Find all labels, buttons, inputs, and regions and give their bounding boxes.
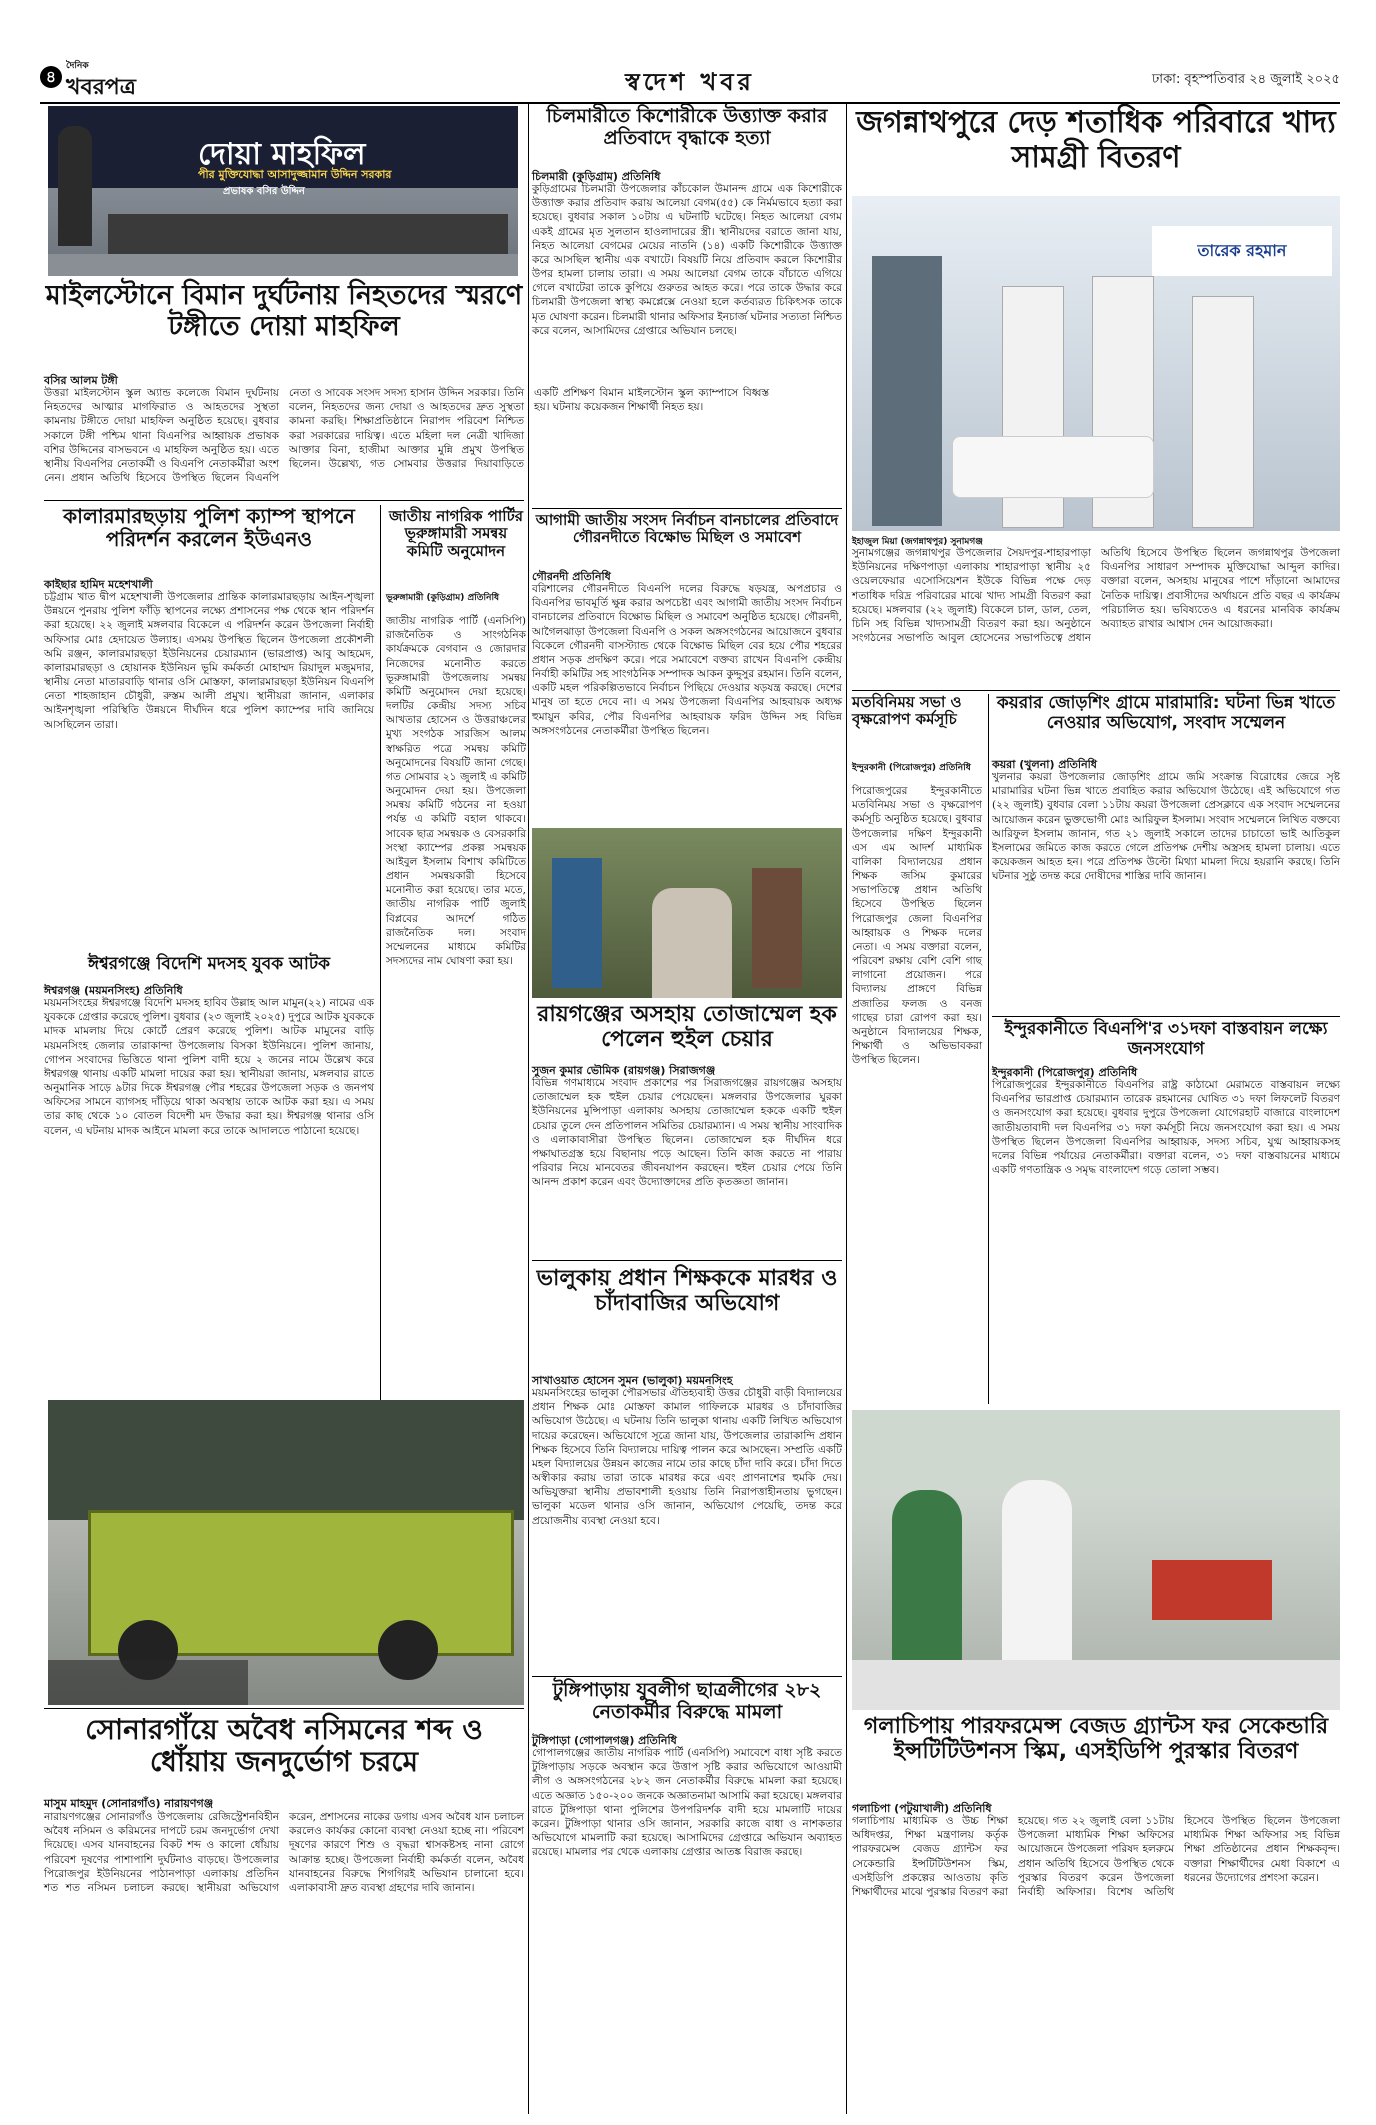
story1-byline: বসির আলম টঙ্গী (44, 374, 118, 387)
divider (528, 104, 529, 2114)
divider (44, 1708, 524, 1709)
story1-banner: দোয়া মাহফিল (198, 137, 366, 172)
story1-photo (48, 106, 518, 276)
divider (380, 505, 381, 1400)
divider (852, 690, 1340, 691)
story12-body: পিরোজপুরের ইন্দুরকানীতে মতবিনিময় সভা ও বৃক্ষরোপণ কর্মসূচি অনুষ্ঠিত হয়েছে। বুধবার উপজেলার দক্ষিণ ইন্দুরকানী এস এম আদর্শ মাধ্যমিক বালিকা বিদ্যালয়ের প্রধান শিক্ষক জসিম কুমারের সভাপতিত্বে প্রধান অতিথি হিসেবে উপস্থিত ছিলেন পিরোজপুর জেলা বিএনপির আহ্বায়ক ও শিক্ষক দলের নেতা। এ সময় বক্তারা বলেন, পরিবেশ রক্ষায় বেশি বেশি গাছ লাগানো প্রয়োজন। পরে বিদ্যালয় প্রাঙ্গণে বিভিন্ন প্রজাতির ফলজ ও বনজ গাছের চারা রোপণ করা হয়। অনুষ্ঠানে বিদ্যালয়ের শিক্ষক, শিক্ষার্থী ও অভিভাবকরা উপস্থিত ছিলেন। (852, 785, 982, 1067)
page-number: ৪ (40, 66, 62, 88)
divider (532, 508, 842, 509)
divider (44, 500, 524, 501)
story13-body: খুলনার কয়রা উপজেলার জোড়শিং গ্রামে জমি সংক্রান্ত বিরোধের জেরে সৃষ্ট মারামারির ঘটনা ভিন্ন খাতে প্রবাহিত করার অভিযোগ উঠেছে। এই অভিযোগে গত (২২ জুলাই) বুধবার বেলা ১১টায় কয়রা উপজেলা প্রেসক্লাবে এক সংবাদ সম্মেলনের আয়োজন করেন ভুক্তভোগী মোঃ আরিফুল ইসলাম। সংবাদ সম্মেলনে লিখিত বক্তব্যে আরিফুল ইসলাম জানান, গত ২১ জুলাই সকালে তাদের চাচাতো ভাই আতিকুল ইসলামের জমিতে কাজ করতে গেলে প্রতিপক্ষ দেশীয় অস্ত্রসহ হামলা চালায়। এতে কয়েকজন আহত হন। পরে প্রতিপক্ষ উল্টো মিথ্যা মামলা দিয়ে হয়রানি করছে। তিনি ঘটনার সুষ্ঠু তদন্ত করে দোষীদের শাস্তির দাবি জানান। (992, 771, 1340, 883)
story3-headline: ঈশ্বরগঞ্জে বিদেশি মদসহ যুবক আটক (88, 954, 330, 974)
story15-headline: গলাচিপায় পারফরমেন্স বেজড গ্র্যান্টস ফর সেকেন্ডারি ইন্সটিটিউশনস স্কিম, এসইডিপি পুরস্কার বিতরণ (863, 1714, 1329, 1765)
section-title: স্বদেশ খবর (625, 68, 755, 96)
story13-byline: কয়রা (খুলনা) প্রতিনিধি (992, 758, 1097, 771)
story7-photo (532, 828, 842, 998)
story4-body: জাতীয় নাগরিক পার্টি (এনসিপি) রাজনৈতিক ও সাংগঠনিক কার্যক্রমকে বেগবান ও জোরদার নিজেদের মনোনীত করতে ভূরুঙ্গামারী উপজেলায় সমন্বয় কমিটি অনুমোদন দেয়া হয়েছে। দলটির কেন্দ্রীয় সদস্য সচিব আখতার হোসেন ও উত্তরাঞ্চলের মুখ্য সংগঠক সারজিস আলম স্বাক্ষরিত পত্রে সমন্বয় কমিটি অনুমোদনের বিষয়টি জানা গেছে। গত সোমবার ২১ জুলাই এ কমিটি অনুমোদন দেয়া হয়। উপজেলা সমন্বয় কমিটি গঠনের না হওয়া পর্যন্ত এ কমিটি বহাল থাকবে। সাবেক ছাত্র সমন্বয়ক ও বেসরকারি সংস্থা ক্যাম্পের প্রকল্প সমন্বয়ক আইবুল ইসলাম বিশাখ কমিটিতে প্রধান সমন্বয়কারী হিসেবে মনোনীত করা হয়েছে। তার মতে, জাতীয় নাগরিক পার্টি জুলাই বিপ্লবের আদর্শে গঠিত রাজনৈতিক দল। সংবাদ সম্মেলনের মাধ্যমে কমিটির সদস্যদের নাম ঘোষণা করা হয়। (386, 615, 526, 968)
dateline: ঢাকা: বৃহস্পতিবার ২৪ জুলাই ২০২৫ (1151, 72, 1340, 87)
story11-body: সুনামগঞ্জের জগন্নাথপুর উপজেলার সৈয়দপুর-শাহারপাড়া ইউনিয়নের দক্ষিণপাড়া এলাকায় শাহারপাড়া স্থানীয় ২৫ ওয়েলফেয়ার এসোসিয়েশন ইউকে বিভিন্ন পক্ষে দেড় শতাধিক দরিদ্র পরিবারের মাঝে খাদ্য সামগ্রী বিতরণ করা হয়েছে। মঙ্গলবার (২২ জুলাই) বিকেলে চাল, ডাল, তেল, চিনি সহ বিভিন্ন খাদ্যসামগ্রী বিতরণ করা হয়। অনুষ্ঠানে সংগঠনের সভাপতি আবুল হোসেনের সভাপতিত্বে প্রধান অতিথি হিসেবে উপস্থিত ছিলেন জগন্নাথপুর উপজেলা বিএনপির সাধারণ সম্পাদক মুক্তিযোদ্ধা আব্দুল কাদির। বক্তারা বলেন, অসহায় মানুষের পাশে দাঁড়ানো আমাদের নৈতিক দায়িত্ব। প্রবাসীদের অর্থায়নে প্রতি বছর এ কার্যক্রম পরিচালিত হয়। ভবিষ্যতেও এ ধরনের মানবিক কার্যক্রম অব্যাহত রাখার আশ্বাস দেন আয়োজকরা। (852, 547, 1340, 645)
story8-byline: সাখাওয়াত হোসেন সুমন (ভালুকা) ময়মনসিংহ (532, 1374, 733, 1387)
story1-banner-sub: পীর মুক্তিযোদ্ধা আসাদুজ্জামান উদ্দিন সরকার (198, 168, 392, 181)
story12-headline: মতবিনিময় সভা ও বৃক্ষরোপণ কর্মসূচি (852, 693, 962, 729)
story6-byline: গৌরনদী প্রতিনিধি (532, 570, 611, 583)
story1-body: উত্তরা মাইলস্টোন স্কুল অ্যান্ড কলেজে বিমান দুর্ঘটনায় নিহতদের আত্মার মাগফিরাত ও আহতদের সুস্থতা কামনায় টঙ্গীতে দোয়া মাহফিল অনুষ্ঠিত হয়েছে। বুধবার সকালে টঙ্গী পশ্চিম থানা বিএনপির আহ্বায়ক প্রভাষক বশির উদ্দিনের বাসভবনে এ মাহফিল অনুষ্ঠিত হয়। এতে স্থানীয় বিএনপির নেতাকর্মী ও বিএনপি নেতাকর্মীরা অংশ নেন। প্রধান অতিথি হিসেবে উপস্থিত ছিলেন বিএনপি নেতা ও সাবেক সংসদ সদস্য হাসান উদ্দিন সরকার। তিনি বলেন, নিহতদের জন্য দোয়া ও আহতদের দ্রুত সুস্থতা কামনা করছি। শিক্ষাপ্রতিষ্ঠানে নিরাপদ পরিবেশ নিশ্চিত করা সরকারের দায়িত্ব। এতে মহিলা দল নেত্রী খাদিজা আক্তার বিনা, হাজীমা আক্তার মুন্নি প্রমুখ উপস্থিত ছিলেন। উল্লেখ্য, গত সোমবার উত্তরার দিয়াবাড়িতে একটি প্রশিক্ষণ বিমান মাইলস্টোন স্কুল ক্যাম্পাসে বিধ্বস্ত হয়। ঘটনায় কয়েকজন শিক্ষার্থী নিহত হয়। (44, 387, 769, 485)
story14-byline: ইন্দুরকানী (পিরোজপুর) প্রতিনিধি (992, 1066, 1138, 1079)
paper-tagline: দৈনিক (66, 61, 89, 71)
divider (532, 1260, 842, 1261)
story9-body: গোপালগঞ্জের জাতীয় নাগরিক পার্টি (এনসিপি) সমাবেশে বাধা সৃষ্টি করতে টুঙ্গিপাড়ায় সড়কে অবস্থান করে উত্তাপ সৃষ্টি করার অভিযোগে আওয়ামী লীগ ও অঙ্গসংগঠনের ২৮২ জন নেতাকর্মীর বিরুদ্ধে মামলা করা হয়েছে। এতে অজ্ঞাত ১৫০-২০০ জনকে অজ্ঞাতনামা আসামি করা হয়েছে। মঙ্গলবার রাতে টুঙ্গিপাড়া থানা পুলিশের উপপরিদর্শক বাদী হয়ে মামলাটি দায়ের করেন। টুঙ্গিপাড়া থানার ওসি জানান, সরকারি কাজে বাধা ও নাশকতার অভিযোগে মামলাটি করা হয়েছে। আসামিদের গ্রেপ্তারে অভিযান অব্যাহত রয়েছে। মামলার পর থেকে এলাকায় গ্রেপ্তার আতঙ্ক বিরাজ করছে। (532, 1747, 842, 1859)
story11-headline: জগন্নাথপুরে দেড় শতাধিক পরিবারে খাদ্য সামগ্রী বিতরণ (856, 105, 1336, 175)
divider (846, 104, 847, 2114)
divider (532, 1676, 842, 1677)
story5-byline: চিলমারী (কুড়িগ্রাম) প্রতিনিধি (532, 170, 661, 183)
paper-name: খবরপত্র (66, 75, 136, 100)
story3-body: ময়মনসিংহের ঈশ্বরগঞ্জে বিদেশি মদসহ হাবিব উল্লাহ আল মামুন(২২) নামের এক যুবককে গ্রেপ্তার করেছে পুলিশ। বুধবার (২৩ জুলাই ২০২৫) দুপুরে আটক যুবককে মাদক মামলায় দিয়ে কোর্টে প্রেরণ করেছে পুলিশ। আটক মামুনের বাড়ি ময়মনসিংহ জেলার তারাকান্দা উপজেলায় বিসকা ইউনিয়নে। পুলিশ জানায়, গোপন সংবাদের ভিত্তিতে থানা পুলিশ বাদী হয়ে ২ জনের নামে উল্লেখ করে ঈশ্বরগঞ্জ থানায় একটি মামলা দায়ের করা হয়। স্থানীয়রা জানায়, মঙ্গলবার রাতে অনুমানিক সাড়ে ৯টার দিকে ঈশ্বরগঞ্জ পৌর শহরের উপজেলা সড়ক ও জনপথ অফিসের সামনে ব্যাগসহ দাঁড়িয়ে থাকা অবস্থায় তাকে আটক করা হয়। এ সময় তার কাছ থেকে ১০ বোতল বিদেশী মদ উদ্ধার করা হয়। ঈশ্বরগঞ্জ থানার ওসি বলেন, এ ঘটনায় মাদক আইনে মামলা করে তাকে আদালতে পাঠানো হয়েছে। (44, 997, 374, 1137)
story9-headline: টুঙ্গিপাড়ায় যুবলীগ ছাত্রলীগের ২৮২ নেতাকর্মীর বিরুদ্ধে মামলা (552, 1679, 822, 1723)
story10-byline: মাসুম মাহমুদ (সোনারগাঁও) নারায়ণগঞ্জ (44, 1797, 214, 1810)
story11-byline: ইহাজুল মিয়া (জগন্নাথপুর) সুনামগঞ্জ (852, 537, 983, 547)
story14-headline: ইন্দুরকানীতে বিএনপি'র ৩১দফা বাস্তবায়ন লক্ষ্যে জনসংযোগ (1004, 1019, 1328, 1059)
paper-logo (66, 62, 136, 107)
story15-body: গলাচিপায় মাধ্যমিক ও উচ্চ শিক্ষা অধিদপ্তর, শিক্ষা মন্ত্রণালয় কর্তৃক পারফরমেন্স বেজড গ্র্যান্টস ফর সেকেন্ডারি ইন্সটিটিউশনস স্কিম, এসইডিপি প্রকল্পের আওতায় কৃতি শিক্ষার্থীদের মাঝে পুরস্কার বিতরণ করা হয়েছে। গত ২২ জুলাই বেলা ১১টায় উপজেলা মাধ্যমিক শিক্ষা অফিসের আয়োজনে উপজেলা পরিষদ হলরুমে প্রধান অতিথি হিসেবে উপস্থিত থেকে পুরস্কার বিতরণ করেন উপজেলা নির্বাহী অফিসার। বিশেষ অতিথি হিসেবে উপস্থিত ছিলেন উপজেলা মাধ্যমিক শিক্ষা অফিসার সহ বিভিন্ন শিক্ষা প্রতিষ্ঠানের প্রধান শিক্ষকবৃন্দ। বক্তারা শিক্ষার্থীদের মেধা বিকাশে এ ধরনের উদ্যোগের প্রশংসা করেন। (852, 1815, 1340, 1898)
story2-byline: কাইছার হামিদ মহেশখালী (44, 578, 153, 591)
story3-byline: ঈশ্বরগঞ্জ (ময়মনসিংহ) প্রতিনিধি (44, 984, 183, 997)
story9-byline: টুঙ্গিপাড়া (গোপালগঞ্জ) প্রতিনিধি (532, 1734, 677, 1747)
story8-headline: ভালুকায় প্রধান শিক্ষককে মারধর ও চাঁদাবাজির অভিযোগ (536, 1266, 838, 1317)
story2-headline: কালারমারছড়ায় পুলিশ ক্যাম্প স্থাপনে পরিদর্শন করলেন ইউএনও (63, 504, 355, 551)
story7-byline: সুজন কুমার ভৌমিক (রায়গঞ্জ) সিরাজগঞ্জ (532, 1064, 716, 1077)
story1-headline: মাইলস্টোনে বিমান দুর্ঘটনায় নিহতদের স্মরণে টঙ্গীতে দোয়া মাহফিল (45, 280, 523, 343)
story15-byline: গলাচিপা (পটুয়াখালী) প্রতিনিধি (852, 1802, 992, 1815)
story5-headline: চিলমারীতে কিশোরীকে উত্ত্যাক্ত করার প্রতিবাদে বৃদ্ধাকে হত্যা (546, 105, 828, 149)
story7-headline: রায়গঞ্জের অসহায় তোজাম্মেল হক পেলেন হুইল চেয়ার (537, 1002, 837, 1053)
story14-body: পিরোজপুরের ইন্দুরকানীতে বিএনপির রাষ্ট্র কাঠামো মেরামতে বাস্তবায়ন লক্ষ্যে বিএনপির ভারপ্রাপ্ত চেয়ারম্যান তারেক রহমানের ঘোষিত ৩১ দফা লিফলেট বিতরণ ও জনসংযোগ করা হয়েছে। বুধবার দুপুরে উপজেলা যোগেরহাট বাজারে বাংলাদেশ জাতীয়তাবাদী দল বিএনপির ৩১ দফা কর্মসূচী নিয়ে জনসংযোগ করা হয়। এ সময় উপস্থিত ছিলেন উপজেলা বিএনপির আহ্বায়ক, সদস্য সচিব, যুগ্ম আহ্বায়কসহ দলের বিভিন্ন পর্যায়ের নেতাকর্মীরা। বক্তারা বলেন, ৩১ দফা বাস্তবায়নের মাধ্যমে একটি গণতান্ত্রিক ও সমৃদ্ধ বাংলাদেশ গড়ে তোলা সম্ভব। (992, 1079, 1340, 1177)
story4-headline: জাতীয় নাগরিক পার্টির ভূরুঙ্গামারী সমন্বয় কমিটি অনুমোদন (388, 507, 523, 560)
story6-headline: আগামী জাতীয় সংসদ নির্বাচন বানচালের প্রতিবাদে গৌরনদীতে বিক্ষোভ মিছিল ও সমাবেশ (535, 511, 839, 547)
story6-body: বরিশালের গৌরনদীতে বিএনপি দলের বিরুদ্ধে ষড়যন্ত্র, অপপ্রচার ও বিএনপির ভাবমূর্তি ক্ষুন্ন করার অপচেষ্টা এবং আগামী জাতীয় সংসদ নির্বাচন বানচালের প্রতিবাদে বিক্ষোভ মিছিল ও সমাবেশ অনুষ্ঠিত হয়েছে। গৌরনদী, আগৈলঝাড়া উপজেলা বিএনপি ও সকল অঙ্গসংগঠনের আয়োজনে বুধবার বিকেলে গৌরনদী বাসস্ট্যান্ড থেকে বিক্ষোভ মিছিল বের হয়ে পৌর শহরের প্রধান সড়ক প্রদক্ষিণ করে। পরে সমাবেশে বক্তব্য রাখেন বিএনপি কেন্দ্রীয় নির্বাহী কমিটির সহ সাংগঠনিক সম্পাদক আকন কুদ্দুসুর রহমান। তিনি বলেন, একটি মহল পরিকল্পিতভাবে নির্বাচন পিছিয়ে দেওয়ার ষড়যন্ত্র করছে। দেশের মানুষ তা হতে দেবে না। এ সময় উপজেলা বিএনপির আহবায়ক অধ্যক্ষ হুমায়ুন কবির, পৌর বিএনপির আহবায়ক ফরিদ উদ্দিন সহ বিভিন্ন অঙ্গসংগঠনের নেতাকর্মীরা উপস্থিত ছিলেন। (532, 583, 842, 737)
story7-body: বিভিন্ন গণমাধ্যমে সংবাদ প্রকাশের পর সিরাজগঞ্জের রায়গঞ্জের অসহায় তোজাম্মেল হক হুইল চেয়ার পেয়েছেন। মঙ্গলবার উপজেলার ঘুরকা ইউনিয়নের মুন্সিপাড়া এলাকায় অসহায় তোজাম্মেল হককে একটি হুইল চেয়ার তুলে দেন প্রতিপালন সমিতির চেয়ারম্যান। এ সময় স্থানীয় সাংবাদিক ও এলাকাবাসীরা উপস্থিত ছিলেন। তোজাম্মেল হক দীর্ঘদিন ধরে পক্ষাঘাতগ্রস্ত হয়ে বিছানায় পড়ে আছেন। তিনি কাজ করতে না পারায় পরিবার নিয়ে মানবেতর জীবনযাপন করছেন। হুইল চেয়ার পেয়ে তিনি আনন্দ প্রকাশ করেন এবং উদ্যোক্তাদের প্রতি কৃতজ্ঞতা জানান। (532, 1077, 842, 1189)
story5-body: কুড়িগ্রামের চিলমারী উপজেলার কাঁচকোল উমানন্দ গ্রামে এক কিশোরীকে উত্ত্যাক্ত করার প্রতিবাদ করায় আলেয়া বেগম(৫৫) কে নির্মমভাবে হত্যা করা হয়েছে। বুধবার সকাল ১০টায় এ ঘটনাটি ঘটেছে। নিহত আলেয়া বেগম একই গ্রামের মৃত সুলতান হাওলাদারের স্ত্রী। স্থানীয়দের বরাতে জানা যায়, নিহত আলেয়া বেগমের মেয়ের নাতনি (১৪) একটি কিশোরীকে উত্ত্যাক্ত করে আসছিল স্থানীয় এক বখাটে। বিষয়টি নিয়ে প্রতিবাদ করলে কিশোরীর উপর হামলা চালায় তারা। এ সময় আলেয়া বেগম তাকে বাঁচাতে এগিয়ে গেলে বখাটেরা তাকে কুপিয়ে গুরুতর আহত করে। পরে তাকে উদ্ধার করে চিলমারী উপজেলা স্বাস্থ্য কমপ্লেক্সে নেওয়া হলে কর্তব্যরত চিকিৎসক তাকে মৃত ঘোষণা করেন। চিলমারী থানার অফিসার ইনচার্জ ঘটনার সত্যতা নিশ্চিত করে বলেন, আসামিদের গ্রেপ্তারে অভিযান চলছে। (532, 183, 842, 337)
divider (992, 1016, 1340, 1017)
story8-body: ময়মনসিংহের ভালুকা পৌরসভার ঐতিহ্যবাহী উত্তর চৌধুরী বাড়ী বিদ্যালয়ের প্রধান শিক্ষক মোঃ মোস্তফা কামাল গাফিলকে মারধর ও চাঁদাবাজির অভিযোগ উঠেছে। এ ঘটনায় তিনি ভালুকা থানায় একটি লিখিত অভিযোগ দায়ের করেছেন। অভিযোগে সূত্রে জানা যায়, উপজেলার তারাকান্দি প্রধান শিক্ষক হিসেবে তিনি বিদ্যালয়ে দায়িত্ব পালন করে আসছেন। সম্প্রতি একটি মহল বিদ্যালয়ের উন্নয়ন কাজের নামে তার কাছে চাঁদা দাবি করে। চাঁদা দিতে অস্বীকার করায় তারা তাকে মারধর করে এবং প্রাণনাশের হুমকি দেয়। অভিযুক্তরা স্থানীয় প্রভাবশালী হওয়ায় তিনি নিরাপত্তাহীনতায় ভুগছেন। ভালুকা মডেল থানার ওসি জানান, অভিযোগ পেয়েছি, তদন্ত করে প্রয়োজনীয় ব্যবস্থা নেওয়া হবে। (532, 1387, 842, 1527)
story11-photo-banner: তারেক রহমান (1152, 226, 1332, 276)
story10-photo (48, 1400, 524, 1705)
story4-byline: ভূরুঙ্গামারী (কুড়িগ্রাম) প্রতিনিধি (386, 593, 500, 603)
story10-body: নারায়ণগঞ্জের সোনারগাঁও উপজেলায় রেজিস্ট্রেশনবিহীন অবৈধ নসিমন ও করিমনের দাপটে চরম জনদুর্ভোগ দেখা দিয়েছে। এসব যানবাহনের বিকট শব্দ ও কালো ধোঁয়ায় পরিবেশ দূষণের পাশাপাশি দুর্ঘটনাও বাড়ছে। উপজেলার পিরোজপুর ইউনিয়নের পাঠানপাড়া এলাকায় প্রতিদিন শত শত নসিমন চলাচল করছে। স্থানীয়রা অভিযোগ করেন, প্রশাসনের নাকের ডগায় এসব অবৈধ যান চলাচল করলেও কার্যকর কোনো ব্যবস্থা নেওয়া হচ্ছে না। পরিবেশ দূষণের কারণে শিশু ও বৃদ্ধরা শ্বাসকষ্টসহ নানা রোগে আক্রান্ত হচ্ছে। উপজেলা নির্বাহী কর্মকর্তা বলেন, অবৈধ যানবাহনের বিরুদ্ধে শিগগিরই অভিযান চালানো হবে। এলাকাবাসী দ্রুত ব্যবস্থা গ্রহণের দাবি জানান। (44, 1811, 524, 1894)
story13-headline: কয়রার জোড়শিং গ্রামে মারামারি: ঘটনা ভিন্ন খাতে নেওয়ার অভিযোগ, সংবাদ সম্মেলন (996, 693, 1336, 733)
story2-body: চট্টগ্রাম খাত দ্বীপ মহেশখালী উপজেলার প্রান্তিক কালারমারছড়ায় আইন-শৃঙ্খলা উন্নয়নে পুনরায় পুলিশ ফাঁড়ি স্থাপনের লক্ষ্যে প্রশাসনের পক্ষ থেকে স্থান পরিদর্শন করা হয়েছে। ২২ জুলাই মঙ্গলবার বিকেলে এ পরিদর্শন করেন উপজেলা নির্বাহী অফিসার মোঃ হেদায়েত উল্যাহ। এসময় উপস্থিত ছিলেন উপজেলা প্রকৌশলী অমি রঞ্জন, কালারমারছড়া ইউনিয়নের চেয়ারম্যান (ভারপ্রাপ্ত) আবু আহমেদ, কালারমারছড়া ও হোয়ানক ইউনিয়ন ভূমি কর্মকর্তা মোহাম্মদ রিয়াদুল মজুমদার, স্থানীয় নেতা মাতারবাড়ি থানার ওসি মোস্তফা, কালারমারছড়া ইউনিয়ন বিএনপি নেতা শাহজাহান চৌধুরী, রুস্তম আলী প্রমুখ। স্থানীয়রা জানান, এলাকার আইনশৃঙ্খলা পরিস্থিতি উন্নয়নে দীর্ঘদিন ধরে পুলিশ ক্যাম্পের দাবি জানিয়ে আসছিলেন তারা। (44, 591, 374, 731)
story1-banner-sub2: প্রভাষক বসির উদ্দিন (223, 186, 305, 197)
story12-byline: ইন্দুরকানী (পিরোজপুর) প্রতিনিধি (852, 763, 971, 773)
story10-headline: সোনারগাঁয়ে অবৈধ নসিমনের শব্দ ও ধোঁয়ায় জনদুর্ভোগ চরমে (85, 1713, 483, 1779)
story15-photo (852, 1410, 1340, 1710)
divider (988, 694, 989, 1404)
story11-photo (852, 196, 1340, 531)
